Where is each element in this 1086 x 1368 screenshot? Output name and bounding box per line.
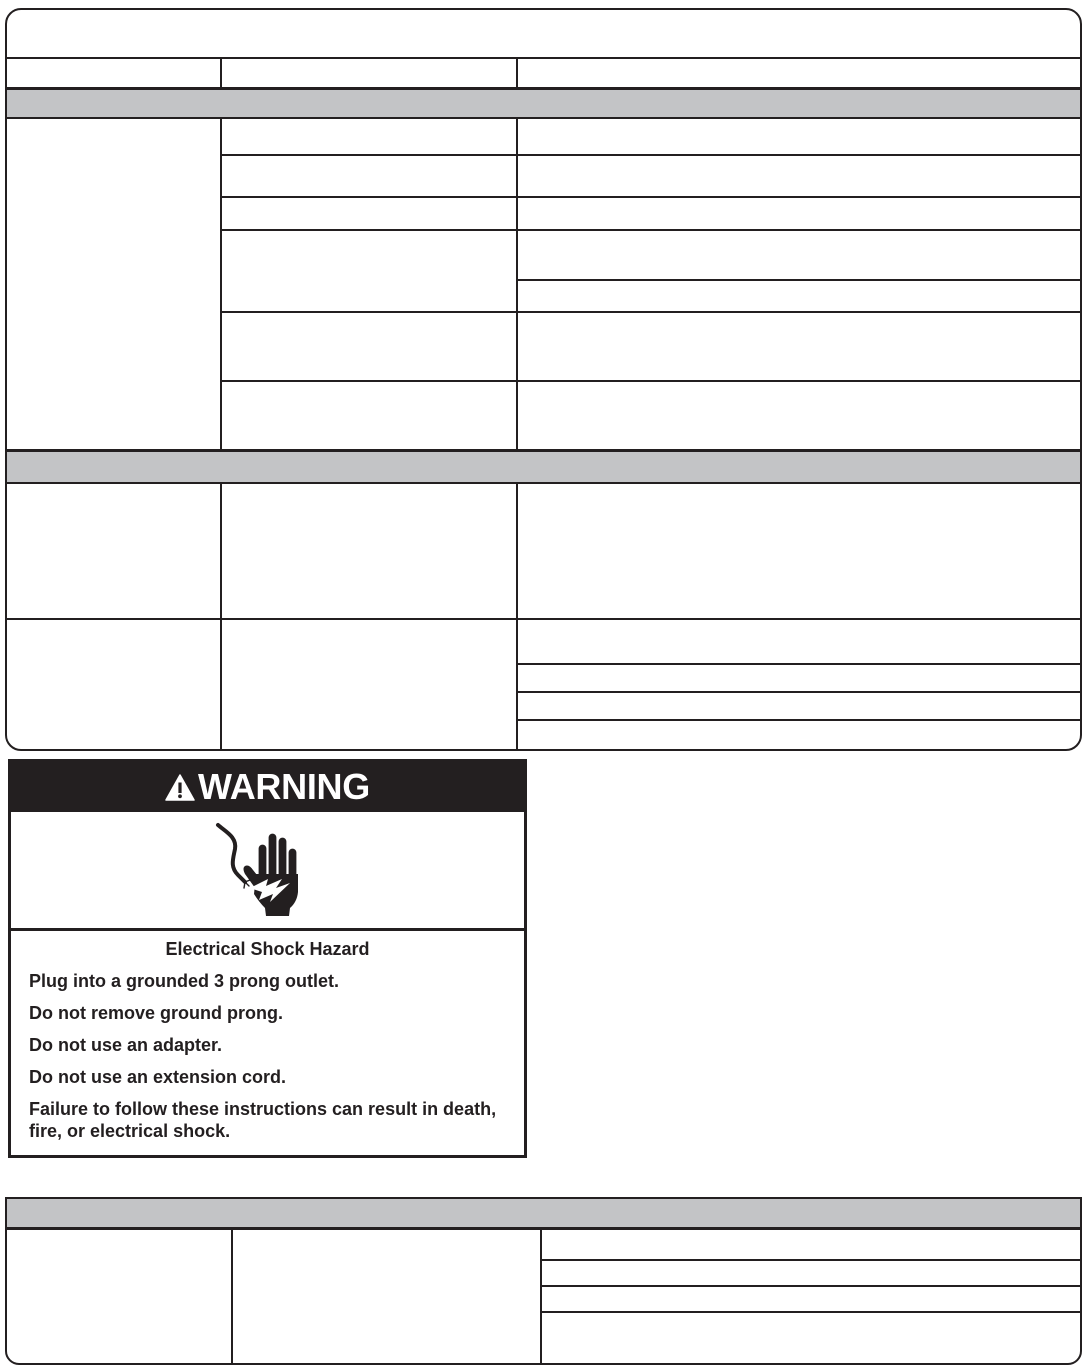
troubleshooting-table-top — [5, 8, 1082, 751]
instruction-item: Plug into a grounded 3 prong outlet. — [29, 971, 339, 991]
instruction-item: Do not remove ground prong. — [29, 1003, 283, 1023]
warning-signal-word: WARNING — [198, 766, 370, 807]
warning-box — [8, 759, 527, 1158]
troubleshooting-table-bottom — [5, 1197, 1082, 1365]
instruction-item: Do not use an adapter. — [29, 1035, 223, 1055]
hazard-pictogram-area — [11, 812, 524, 928]
hazard-title: Electrical Shock Hazard — [165, 939, 370, 959]
electrical-shock-hand-icon — [214, 822, 304, 918]
warning-header — [11, 762, 524, 812]
instruction-item: Failure to follow these instructions can result in death, fire, or electrical shock. — [29, 1099, 497, 1141]
instruction-item: Do not use an extension cord. — [29, 1067, 287, 1087]
warning-message — [11, 931, 524, 1152]
warning-triangle-icon — [165, 774, 195, 801]
